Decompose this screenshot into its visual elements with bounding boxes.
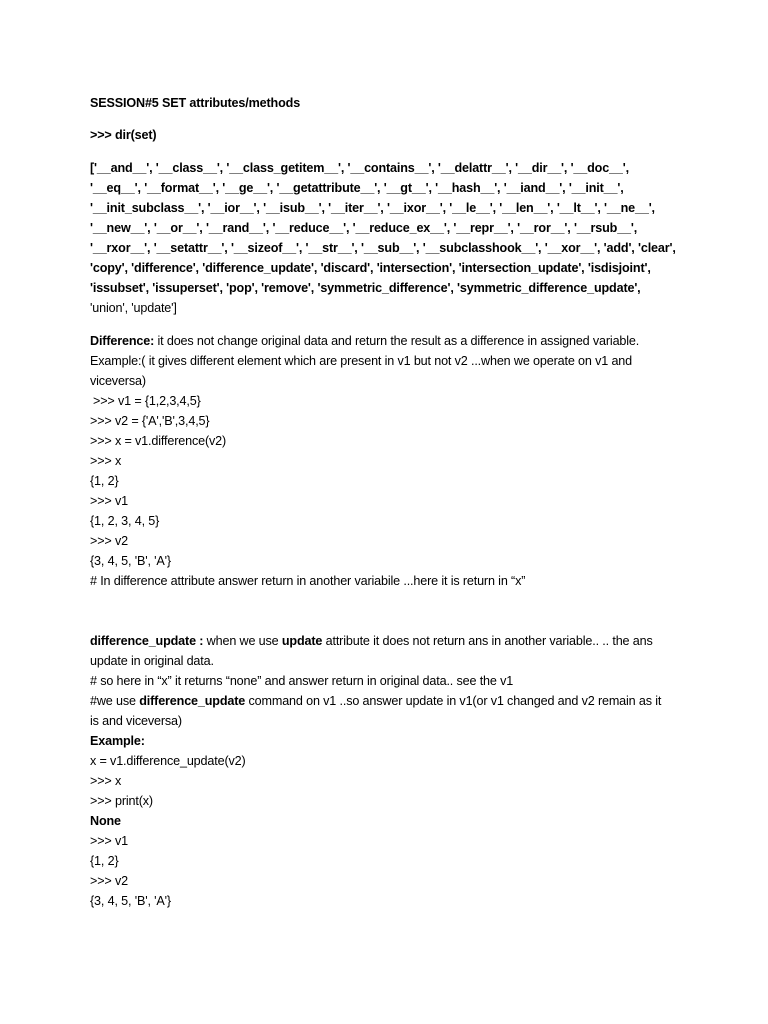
difference-desc-text: it does not change original data and return the result as a difference in assigned variable. (154, 334, 640, 348)
code-line: >>> v1 (90, 834, 128, 848)
dir-output-line: 'issubset', 'issuperset', 'pop', 'remove', 'symmetric_difference', 'symmetric_difference_update', (90, 281, 641, 295)
difference-update-label: difference_update : (90, 634, 204, 648)
code-line: >>> v2 (90, 874, 128, 888)
comment-text: command on v1 ..so answer update in v1(or v1 changed and v2 remain as it (245, 694, 662, 708)
comment-line (90, 693, 661, 709)
code-line: >>> v1 (90, 494, 128, 508)
code-line: {1, 2} (90, 474, 119, 488)
dir-output-line: 'copy', 'difference', 'difference_update', 'discard', 'intersection', 'intersection_update', 'isdisjoint', (90, 261, 651, 275)
difference-label: Difference: (90, 334, 155, 348)
code-line: {1, 2, 3, 4, 5} (90, 514, 160, 528)
update-keyword: update (281, 634, 323, 648)
dir-output-line: '__eq__', '__format__', '__ge__', '__getattribute__', '__gt__', '__hash__', '__iand__', '__init__', (90, 181, 624, 195)
dir-output-line: '__rxor__', '__setattr__', '__sizeof__', '__str__', '__sub__', '__subclasshook__', '__xor__', 'add', 'clear', (90, 241, 676, 255)
code-line: {3, 4, 5, 'B', 'A'} (90, 894, 171, 908)
code-line: >>> v2 (90, 534, 128, 548)
dir-output-line: ['__and__', '__class__', '__class_getitem__', '__contains__', '__delattr__', '__dir__', '__doc__', (90, 161, 629, 175)
example-label: Example: (90, 734, 145, 748)
difference-update-desc-line: update in original data. (90, 654, 214, 668)
difference-description (90, 333, 639, 349)
code-line: x = v1.difference_update(v2) (90, 754, 246, 768)
difference-example-line: viceversa) (90, 374, 146, 388)
code-line: {3, 4, 5, 'B', 'A'} (90, 554, 171, 568)
dir-output-line: 'union', 'update'] (90, 301, 177, 315)
dir-output-line: '__new__', '__or__', '__rand__', '__reduce__', '__reduce_ex__', '__repr__', '__ror__', '__rsub__', (90, 221, 638, 235)
code-line: >>> v2 = {'A','B',3,4,5} (90, 414, 210, 428)
code-line: >>> x (90, 774, 122, 788)
comment-line: is and viceversa) (90, 714, 182, 728)
dir-command: >>> dir(set) (90, 128, 157, 142)
code-line: None (90, 814, 121, 828)
code-line: >>> v1 = {1,2,3,4,5} (93, 394, 201, 408)
code-line: >>> x (90, 454, 122, 468)
dir-output-line: '__init_subclass__', '__ior__', '__isub__', '__iter__', '__ixor__', '__le__', '__len__', '__lt__', '__ne__', (90, 201, 655, 215)
session-heading: SESSION#5 SET attributes/methods (90, 96, 301, 110)
difference-update-description (90, 633, 653, 649)
code-line: >>> print(x) (90, 794, 153, 808)
code-line: >>> x = v1.difference(v2) (90, 434, 227, 448)
comment-line: # so here in “x” it returns “none” and answer return in original data.. see the v1 (90, 674, 514, 688)
comment-text: #we use (90, 694, 140, 708)
difference-update-keyword: difference_update (139, 694, 246, 708)
code-line: {1, 2} (90, 854, 119, 868)
difference-note: # In difference attribute answer return in another variabile ...here it is return in “x” (90, 574, 526, 588)
difference-update-desc-text: when we use (203, 634, 282, 648)
difference-example-line: Example:( it gives different element which are present in v1 but not v2 ...when we operate on v1 and (90, 354, 633, 368)
difference-update-desc-text: attribute it does not return ans in another variable.. .. the ans (322, 634, 653, 648)
